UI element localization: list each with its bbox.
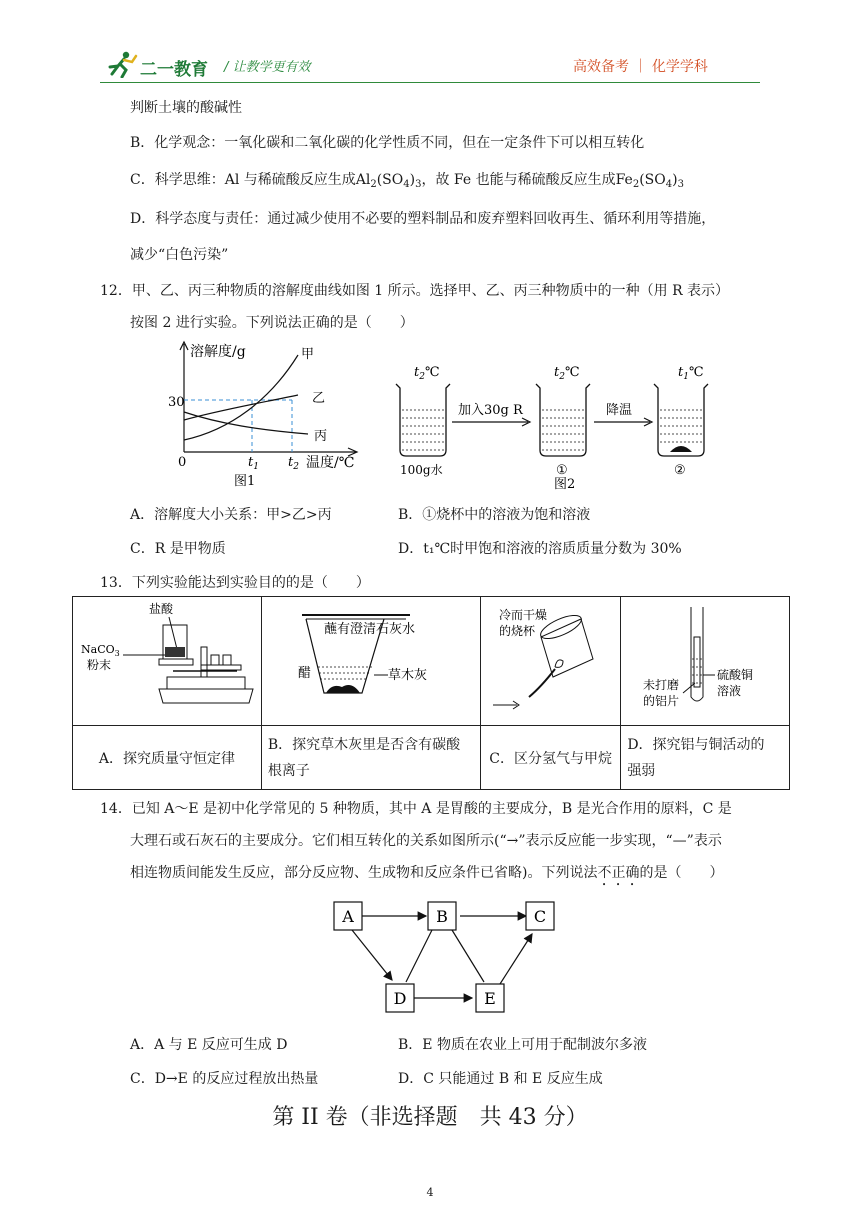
beaker-3 [654, 384, 708, 456]
img-d-left1: 未打磨 [643, 678, 680, 692]
q13-image-a [73, 597, 262, 726]
q12-option-b: B．①烧杯中的溶液为饱和溶液 [398, 507, 591, 523]
node-a [334, 902, 362, 930]
img-a-acid: 盐酸 [149, 602, 174, 616]
q13-experiment-table [72, 596, 790, 790]
fig1-y-tick-30: 30 [168, 395, 185, 410]
q14-option-d: D．C 只能通过 B 和 E 反应生成 [398, 1071, 603, 1087]
q14-option-a: A．A 与 E 反应可生成 D [130, 1037, 288, 1053]
fig1-t1: $t_1$ [248, 455, 259, 472]
q11-c-mid: ，故 Fe 也能与稀硫酸反应生成 [421, 172, 616, 188]
q13-image-b [261, 597, 480, 726]
precipitate [670, 446, 692, 452]
beaker-1 [396, 384, 450, 456]
img-a-powder1: NaCO$_3$ [81, 643, 120, 658]
fig2-caption: 图2 [554, 477, 576, 490]
q11-option-d2: 减少“白色污染” [130, 247, 229, 263]
fig1-label-yi: 乙 [312, 391, 326, 406]
q12-stem2: 按图 2 进行实验。下列说法正确的是（ ） [130, 315, 414, 331]
fig1-xlabel: 温度/℃ [306, 455, 355, 471]
fig2-temp3: $t_1℃$ [678, 365, 704, 382]
q12-option-a: A．溶解度大小关系：甲>乙>丙 [130, 507, 332, 523]
q11-c-formula2: $Fe_2(SO_4)_3$ [615, 172, 684, 190]
q14-line2: 大理石或石灰石的主要成分。它们相互转化的关系如图所示(“→”表示反应能一步实现，“—”表示 [130, 833, 722, 849]
section-title: 第 II 卷（非选择题 共 43 分） [272, 1105, 588, 1130]
q14-line3: 相连物质间能发生反应，部分反应物、生成物和反应条件已省略)。下列说法不正确的是（ ） [130, 865, 724, 881]
q11-option-c [130, 169, 684, 190]
img-a-powder2: 粉末 [87, 658, 112, 672]
svg-text:E: E [484, 989, 496, 1008]
fig2-label2: ② [674, 463, 686, 478]
q13-option-a: A．探究质量守恒定律 [73, 726, 262, 790]
q12-option-c: C．R 是甲物质 [130, 541, 226, 557]
page-number: 4 [426, 1186, 434, 1199]
fig1-label-jia: 甲 [301, 347, 315, 362]
img-d-right1: 硫酸铜 [717, 668, 754, 682]
q14-line1: 14．已知 A～E 是初中化学常见的 5 种物质，其中 A 是胃酸的主要成分，B 是光合作用的原料，C 是 [100, 801, 732, 817]
q14-option-c: C．D→E 的反应过程放出热量 [130, 1071, 319, 1087]
img-c-label2: 的烧杯 [498, 624, 535, 638]
q12-option-d: D．t₁℃时甲饱和溶液的溶质质量分数为 30% [398, 541, 682, 557]
q11-c-pre: C．科学思维：Al 与稀硫酸反应生成 [130, 172, 356, 188]
node-e [476, 984, 504, 1012]
q12-stem1: 12．甲、乙、丙三种物质的溶解度曲线如图 1 所示。选择甲、乙、丙三种物质中的一种（用 R 表示） [100, 283, 730, 299]
fig2-label1: ① [556, 463, 568, 478]
svg-text:B: B [436, 907, 448, 926]
node-b [428, 902, 456, 930]
fig1-t2: $t_2$ [288, 455, 299, 472]
header-subject: 高效备考 ｜ 化学学科 [573, 59, 708, 75]
header-divider [100, 82, 760, 83]
logo [104, 50, 224, 78]
q13-option-c: C．区分氢气与甲烷 [480, 726, 620, 790]
fig2-arrow2-label: 降温 [606, 403, 633, 418]
q11-option-b: B．化学观念：一氧化碳和二氧化碳的化学性质不同，但在一定条件下可以相互转化 [130, 135, 645, 151]
curve-jia [184, 355, 298, 440]
q13-option-b: B．探究草木灰里是否含有碳酸 根离子 [261, 726, 480, 790]
fig1-origin: 0 [178, 455, 187, 470]
img-c-label1: 冷而干燥 [498, 608, 547, 622]
q14-emphasis: 不正确 [597, 865, 640, 881]
img-b-vinegar: 醋 [297, 666, 311, 681]
img-b-top: 蘸有澄清石灰水 [323, 622, 415, 637]
q11-option-d1: D．科学态度与责任：通过减少使用不必要的塑料制品和废弃塑料回收再生、循环利用等措施， [130, 211, 716, 227]
header-slogan: / 让教学更有效 [224, 60, 311, 75]
q13-stem: 13．下列实验能达到实验目的的是（ ） [100, 575, 370, 591]
curve-yi [184, 395, 298, 420]
img-d-right2: 溶液 [717, 684, 742, 698]
logo-text: 二一教育 [140, 60, 208, 80]
fig2-temp1: $t_2℃$ [414, 365, 440, 382]
q11-c-formula1: $Al_2(SO_4)_3$ [355, 172, 422, 190]
q14-relationship-diagram [330, 896, 560, 1018]
fig1-label-bing: 丙 [314, 429, 328, 444]
logo-runner-icon [104, 50, 140, 78]
q13-option-d: D．探究铝与铜活动的 强弱 [621, 726, 790, 790]
img-d-left2: 的铝片 [643, 694, 680, 708]
q13-image-c [480, 597, 620, 726]
q14-option-b: B．E 物质在农业上可用于配制波尔多液 [398, 1037, 647, 1053]
q11-a-tail: 判断土壤的酸碱性 [130, 100, 242, 116]
fig1-caption: 图1 [234, 474, 256, 489]
img-b-ash: 草木灰 [387, 668, 427, 683]
svg-text:C: C [533, 907, 547, 926]
fig2-temp2: $t_2℃$ [554, 365, 580, 382]
fig2-arrow1-label: 加入30g R [458, 403, 523, 418]
svg-text:D: D [393, 989, 407, 1008]
q12-figure2-experiment [388, 362, 718, 490]
fig2-water: 100g水 [400, 463, 443, 477]
beaker-2 [536, 384, 590, 456]
node-c [526, 902, 554, 930]
q13-image-d [621, 597, 790, 726]
svg-text:A: A [342, 907, 354, 926]
fig1-ylabel: 溶解度/g [190, 344, 246, 360]
q12-figure1-solubility-chart [160, 340, 375, 490]
node-d [386, 984, 414, 1012]
